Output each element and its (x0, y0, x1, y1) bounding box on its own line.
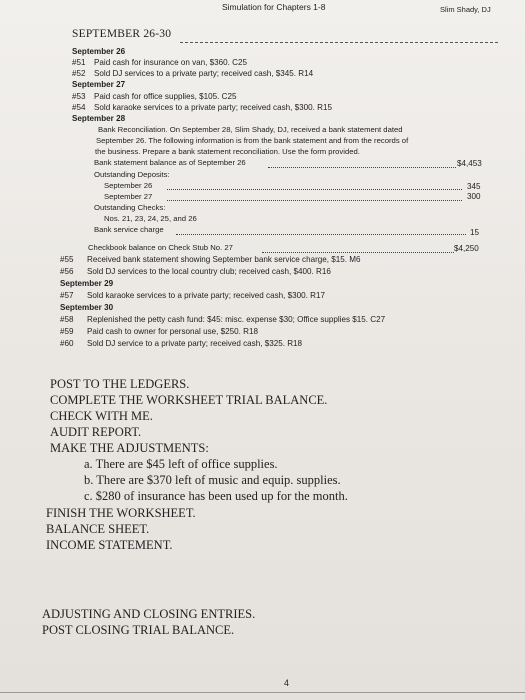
transaction-text: Paid cash for insurance on van, $360. C25 (94, 58, 247, 67)
transaction-text: Paid cash to owner for personal use, $250. R18 (87, 327, 258, 336)
header-name: Slim Shady, DJ (440, 5, 491, 14)
transaction-number: #54 (72, 103, 86, 112)
balance-value: $4,453 (457, 159, 482, 168)
transaction-text: Sold DJ service to a private party; received cash, $325. R18 (87, 339, 303, 348)
transaction-number: #58 (60, 315, 74, 324)
instruction-line: CHECK WITH ME. (50, 409, 153, 423)
date-heading: September 29 (60, 279, 114, 288)
adjustment-item: b. There are $370 left of music and equip. supplies. (84, 473, 341, 487)
adjustment-item: a. There are $45 left of office supplies. (84, 457, 278, 471)
checkbook-balance-label: Checkbook balance on Check Stub No. 27 (88, 243, 233, 252)
deposit-value: 300 (467, 192, 481, 201)
transaction-text: Sold DJ services to the local country club; received cash, $400. R16 (87, 267, 331, 276)
divider-line (180, 42, 498, 43)
instruction-line: POST TO THE LEDGERS. (50, 377, 190, 391)
transaction-number: #60 (60, 339, 74, 348)
instruction-line: AUDIT REPORT. (50, 425, 142, 439)
instruction-line: COMPLETE THE WORKSHEET TRIAL BALANCE. (50, 393, 328, 407)
deposit-value: 345 (467, 182, 481, 191)
dotted-leader (167, 189, 462, 190)
transaction-number: #52 (72, 69, 86, 78)
dotted-leader (268, 167, 456, 168)
date-heading: September 28 (72, 114, 126, 123)
transaction-text: Received bank statement showing September bank service charge, $15. M6 (87, 255, 361, 264)
checkbook-balance-value: $4,250 (454, 244, 479, 253)
transaction-text: Sold karaoke services to a private party; received cash, $300. R17 (87, 291, 325, 300)
date-heading: September 26 (72, 47, 126, 56)
transaction-text: Replenished the petty cash fund: $45: misc. expense $30; Office supplies $15. C27 (87, 315, 386, 324)
bottom-edge-line (0, 692, 525, 693)
instruction-line: BALANCE SHEET. (46, 522, 150, 536)
deposits-label: Outstanding Deposits: (94, 170, 170, 179)
deposit-label: September 26 (104, 181, 153, 190)
dotted-leader (167, 200, 462, 201)
reconciliation-intro: the business. Prepare a bank statement reconciliation. Use the form provided. (95, 147, 360, 156)
transaction-text: Sold karaoke services to a private party; received cash, $300. R15 (94, 103, 332, 112)
instruction-line: FINISH THE WORKSHEET. (46, 506, 196, 520)
balance-label: Bank statement balance as of September 26 (94, 158, 246, 167)
transaction-text: Sold DJ services to a private party; received cash, $345. R14 (94, 69, 314, 78)
transaction-number: #51 (72, 58, 86, 67)
transaction-number: #53 (72, 92, 86, 101)
transaction-number: #56 (60, 267, 74, 276)
service-charge-value: 15 (470, 228, 480, 237)
transaction-number: #57 (60, 291, 74, 300)
transaction-number: #55 (60, 255, 74, 264)
date-heading: September 30 (60, 303, 114, 312)
instruction-line: ADJUSTING AND CLOSING ENTRIES. (42, 607, 256, 621)
dotted-leader (262, 252, 454, 253)
header-title: Simulation for Chapters 1-8 (222, 2, 326, 12)
dotted-leader (176, 234, 466, 235)
service-charge-label: Bank service charge (94, 225, 164, 234)
deposit-label: September 27 (104, 192, 153, 201)
reconciliation-intro: Bank Reconciliation. On September 28, Slim Shady, DJ, received a bank statement dated (98, 125, 403, 134)
page-header (0, 2, 525, 18)
reconciliation-intro: September 26. The following information is from the bank statement and from the records of (96, 136, 409, 145)
instruction-line: INCOME STATEMENT. (46, 538, 173, 552)
transaction-text: Paid cash for office supplies, $105. C25 (94, 92, 237, 101)
section-date-range: SEPTEMBER 26-30 (72, 28, 172, 40)
instruction-line: MAKE THE ADJUSTMENTS: (50, 441, 209, 455)
adjustment-item: c. $280 of insurance has been used up for the month. (84, 489, 348, 503)
instruction-line: POST CLOSING TRIAL BALANCE. (42, 623, 235, 637)
transaction-number: #59 (60, 327, 74, 336)
checks-label: Outstanding Checks: (94, 203, 166, 212)
page-number: 4 (284, 678, 290, 688)
checks-list: Nos. 21, 23, 24, 25, and 26 (104, 214, 197, 223)
date-heading: September 27 (72, 80, 126, 89)
